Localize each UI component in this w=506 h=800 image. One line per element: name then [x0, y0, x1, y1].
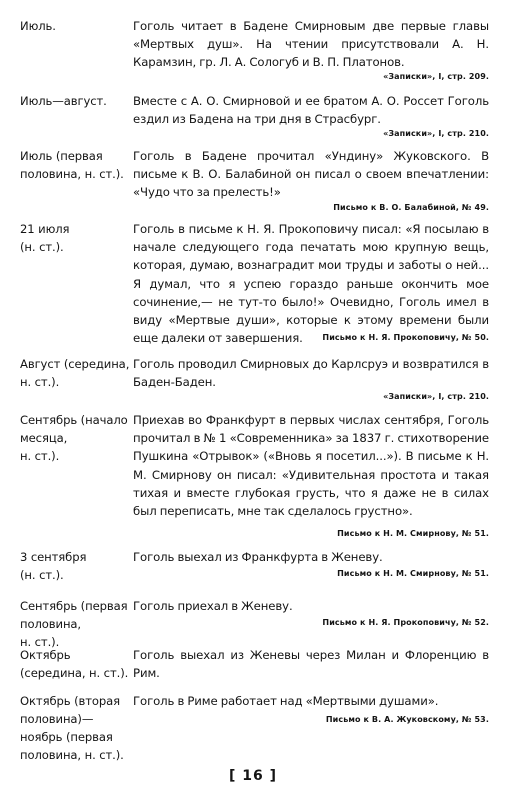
- entry-text: Гоголь читает в Бадене Смирновым две первые главы «Мертвых душ». На чтении присутствовали А. Н. Карамзин, гр. Л. А. Сологуб и В. П. Платонов.: [133, 19, 489, 70]
- entry-text: Гоголь проводил Смирновых до Карлсруэ и возвратился в Баден-Баден.: [133, 357, 489, 390]
- entry-date: Июль.: [20, 19, 56, 33]
- entry-source: Письмо к Н. Я. Прокоповичу, № 50.: [322, 333, 489, 342]
- entry-text: Гоголь в Риме работает над «Мертвыми душами».: [133, 694, 439, 708]
- entry-text: Вместе с А. О. Смирновой и ее братом А. О. Россет Гоголь ездил из Бадена на три дня в Страсбург.: [133, 94, 489, 127]
- entry-source: Письмо к Н. М. Смирнову, № 51.: [337, 529, 489, 538]
- entry-date: Сентябрь (первая половина, н. ст.).: [20, 599, 128, 649]
- entry-date: Сентябрь (начало месяца, н. ст.).: [20, 413, 128, 463]
- entry-text: Гоголь в письме к Н. Я. Прокоповичу писал: «Я посылаю в начале следующего года печатать мою крупную вещь, которая, думаю, вознаградит мои труды и заботы о ней... Я думал, что я успею гораздо раньше окончить мое сочинение,— не тут-то было!» Очевидно, Гоголь имел в виду «Мертвые души», которые к этому времени были еще далеки от завершения.: [133, 222, 489, 346]
- entry-source: Письмо к Н. Я. Прокоповичу, № 52.: [322, 618, 489, 627]
- entry-source: Письмо к В. А. Жуковскому, № 53.: [325, 715, 489, 724]
- entry-date: Июль—август.: [20, 94, 107, 108]
- entry-source: «Записки», I, стр. 210.: [383, 392, 489, 401]
- entry-date: Июль (первая половина, н. ст.).: [20, 149, 124, 181]
- page-number: [ 16 ]: [228, 768, 278, 784]
- entry-date: 21 июля (н. ст.).: [20, 222, 70, 254]
- entry-source: Письмо к Н. М. Смирнову, № 51.: [337, 569, 489, 578]
- entry-text: Приехав во Франкфурт в первых числах сентября, Гоголь прочитал в № 1 «Современника» за 1837 г. стихотворение Пушкина «Отрывок» («Вновь я посетил...»). В письме к Н. М. Смирнову он писал: «Удивительная простота и такая тихая и вместе глубокая грусть, что я даже не в силах был переписать, мне так сделалось грустно».: [133, 413, 489, 519]
- entry-source: «Записки», I, стр. 210.: [383, 129, 489, 138]
- entry-text: Гоголь выехал из Женевы через Милан и Флоренцию в Рим.: [133, 648, 489, 681]
- entry-source: «Записки», I, стр. 209.: [383, 72, 489, 81]
- entry-text: Гоголь выехал из Франкфурта в Женеву.: [133, 550, 383, 564]
- entry-source: Письмо к В. О. Балабиной, № 49.: [333, 203, 489, 212]
- entry-date: Август (середина, н. ст.).: [20, 357, 130, 389]
- entry-date: Октябрь (середина, н. ст.).: [20, 648, 129, 680]
- entry-text: Гоголь приехал в Женеву.: [133, 599, 293, 613]
- entry-date: Октябрь (вторая половина)—ноябрь (первая половина, н. ст.).: [20, 694, 124, 762]
- entry-text: Гоголь в Бадене прочитал «Ундину» Жуковского. В письме к В. О. Балабиной он писал о своем впечатлении: «Чудо что за прелесть!»: [133, 149, 489, 200]
- entry-date: 3 сентября (н. ст.).: [20, 550, 87, 582]
